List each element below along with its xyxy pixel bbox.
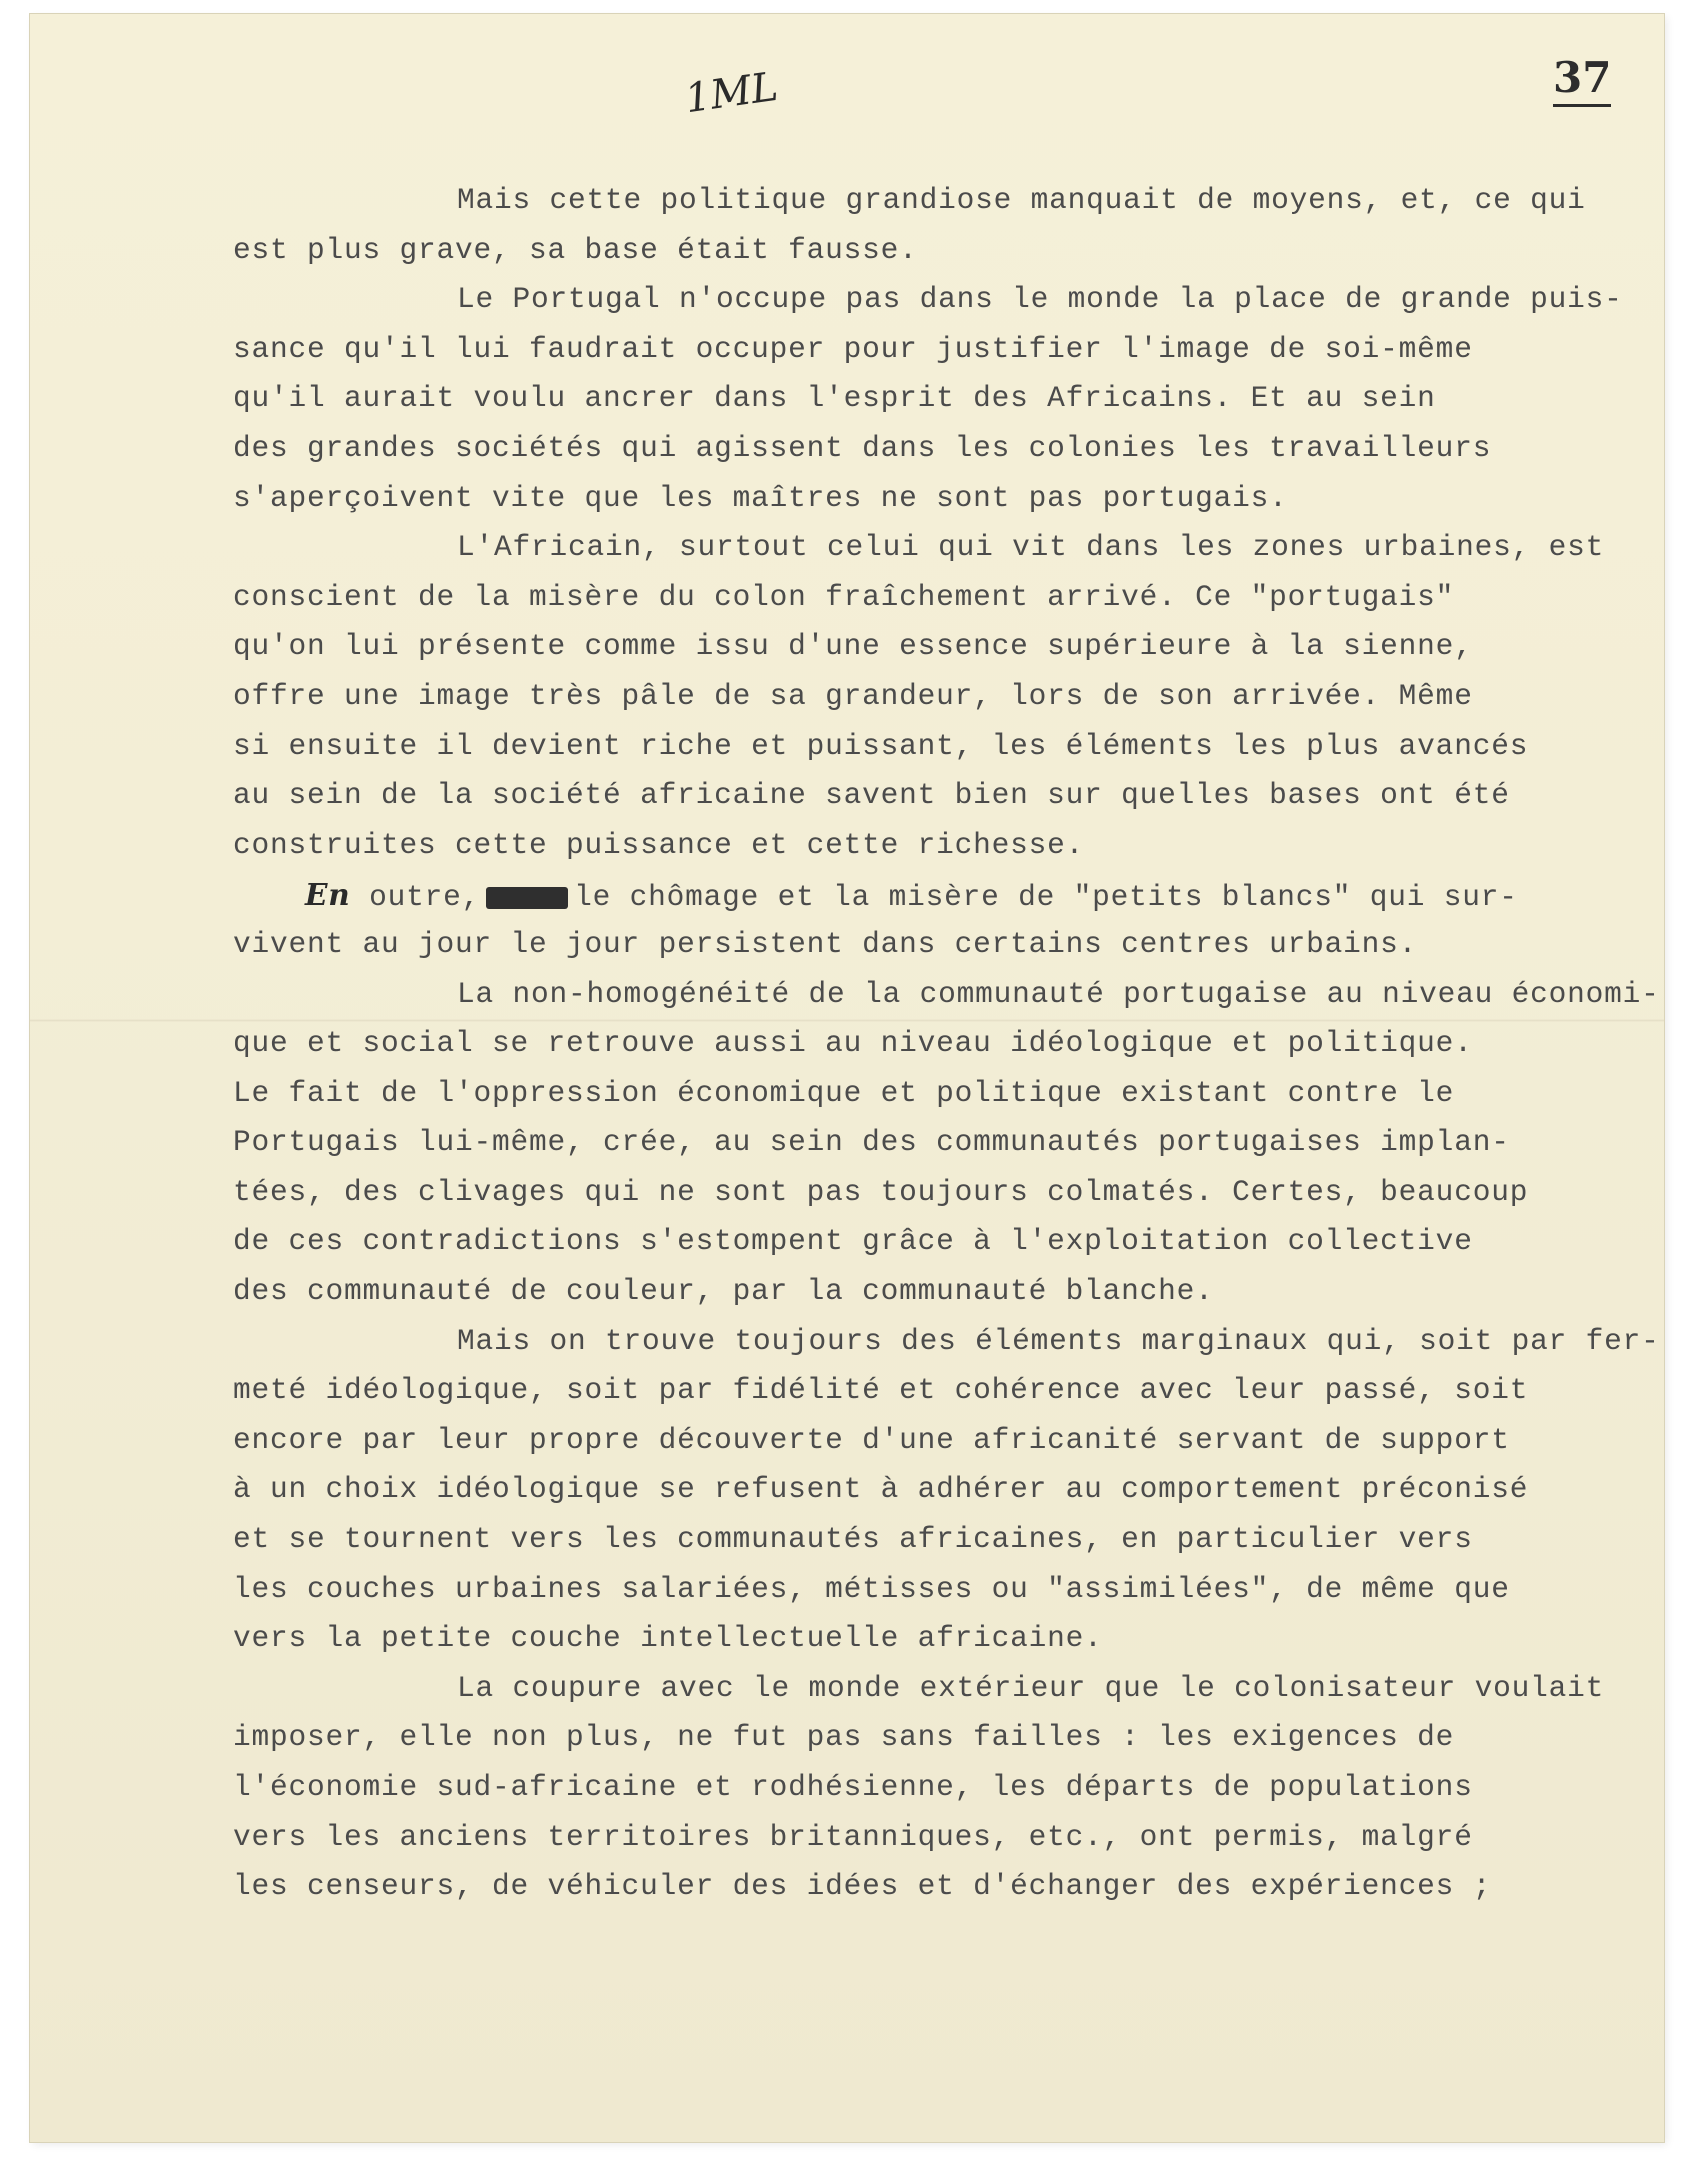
text-line: vivent au jour le jour persistent dans certains centres urbains. bbox=[233, 926, 1418, 961]
page-number: 37 bbox=[1553, 56, 1611, 107]
text-line: à un choix idéologique se refusent à adhérer au comportement préconisé bbox=[233, 1472, 1529, 1507]
text-line: et se tournent vers les communautés africaines, en particulier vers bbox=[233, 1522, 1473, 1557]
text-line: les couches urbaines salariées, métisses ou "assimilées", de même que bbox=[233, 1571, 1510, 1606]
text-line: qu'on lui présente comme issu d'une essence supérieure à la sienne, bbox=[233, 629, 1473, 664]
text-line: des grandes sociétés qui agissent dans les colonies les travailleurs bbox=[233, 430, 1492, 465]
text-line: vers les anciens territoires britanniques, etc., ont permis, malgré bbox=[233, 1819, 1473, 1854]
handwritten-insertion: En bbox=[305, 877, 351, 913]
text-line: de ces contradictions s'estompent grâce à l'exploitation collective bbox=[233, 1224, 1473, 1259]
text-line: au sein de la société africaine savent bien sur quelles bases ont été bbox=[233, 778, 1510, 813]
text-line: l'économie sud-africaine et rodhésienne, les départs de populations bbox=[233, 1770, 1473, 1804]
text-line: Le fait de l'oppression économique et politique existant contre le bbox=[233, 1075, 1455, 1110]
text-line: si ensuite il devient riche et puissant, les éléments les plus avancés bbox=[233, 728, 1529, 763]
text-line: imposer, elle non plus, ne fut pas sans failles : les exigences de bbox=[233, 1720, 1455, 1755]
text-line: Mais cette politique grandiose manquait de moyens, et, ce qui bbox=[457, 183, 1586, 217]
text-line: conscient de la misère du colon fraîchement arrivé. Ce "portugais" bbox=[233, 579, 1455, 614]
text-line: les censeurs, de véhiculer des idées et d'échanger des expériences ; bbox=[233, 1869, 1492, 1904]
text-line: La coupure avec le monde extérieur que le colonisateur voulait bbox=[457, 1670, 1605, 1705]
handwritten-mark: 1ML bbox=[682, 63, 781, 123]
text-line: encore par leur propre découverte d'une africanité servant de support bbox=[233, 1422, 1510, 1457]
text-line-corrected: En outre, le chômage et la misère de "petits blancs" qui sur- bbox=[305, 877, 1518, 915]
text-line: est plus grave, sa base était fausse. bbox=[233, 232, 918, 267]
struck-out-word bbox=[486, 887, 568, 909]
text-line: vers la petite couche intellectuelle africaine. bbox=[233, 1621, 1103, 1656]
text-line: tées, des clivages qui ne sont pas toujours colmatés. Certes, beaucoup bbox=[233, 1174, 1529, 1209]
text-line: qu'il aurait voulu ancrer dans l'esprit des Africains. Et au sein bbox=[233, 381, 1436, 416]
text-line: Mais on trouve toujours des éléments marginaux qui, soit par fer- bbox=[457, 1323, 1660, 1358]
text-line: Le Portugal n'occupe pas dans le monde la place de grande puis- bbox=[457, 282, 1623, 317]
text-line: s'aperçoivent vite que les maîtres ne sont pas portugais. bbox=[233, 480, 1288, 515]
text-line: L'Africain, surtout celui qui vit dans les zones urbaines, est bbox=[457, 530, 1605, 565]
text-line: Portugais lui-même, crée, au sein des communautés portugaises implan- bbox=[233, 1125, 1510, 1160]
text-line: meté idéologique, soit par fidélité et cohérence avec leur passé, soit bbox=[233, 1373, 1529, 1408]
typed-body-text bbox=[233, 176, 1665, 1912]
text-line: que et social se retrouve aussi au niveau idéologique et politique. bbox=[233, 1026, 1473, 1061]
text-line: offre une image très pâle de sa grandeur, lors de son arrivée. Même bbox=[233, 678, 1473, 713]
text-line: des communauté de couleur, par la communauté blanche. bbox=[233, 1274, 1214, 1309]
text-line: construites cette puissance et cette richesse. bbox=[233, 827, 1085, 862]
text-line: La non-homogénéité de la communauté portugaise au niveau économi- bbox=[457, 976, 1660, 1011]
text-line: sance qu'il lui faudrait occuper pour justifier l'image de soi-même bbox=[233, 331, 1473, 366]
